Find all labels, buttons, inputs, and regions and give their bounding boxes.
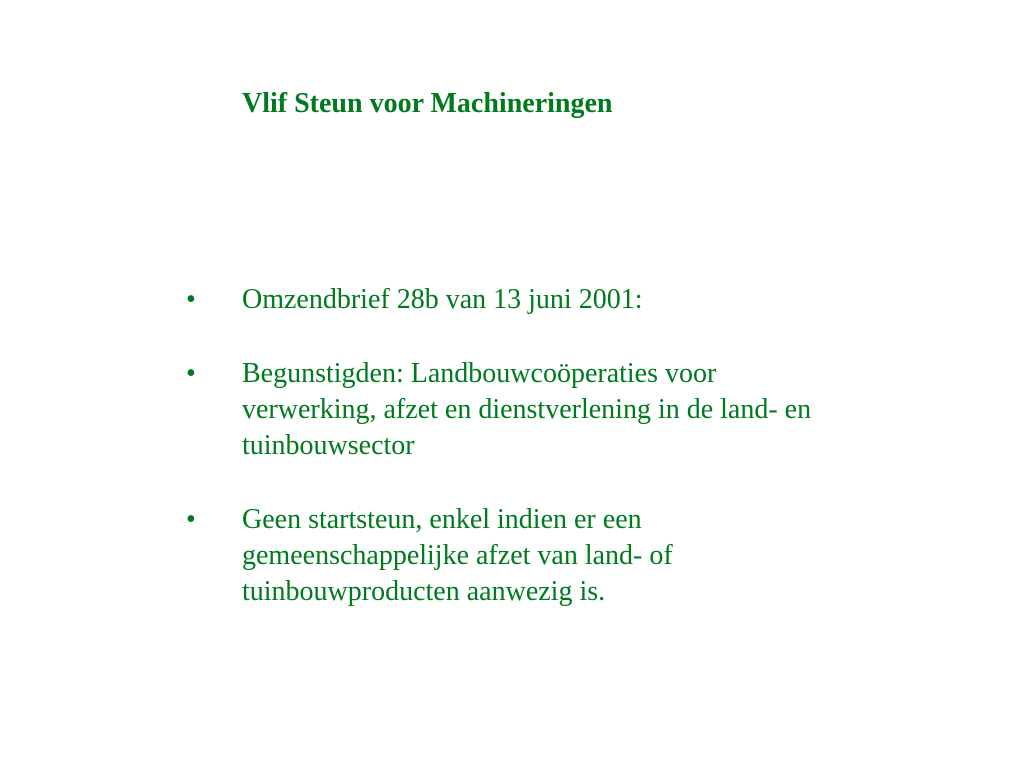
bullet-text: Omzendbrief 28b van 13 juni 2001:	[242, 284, 643, 315]
bullet-list	[186, 282, 846, 648]
bullet-text: Geen startsteun, enkel indien er een gemeenschappelijke afzet van land- of tuinbouwproducten aanwezig is.	[242, 504, 673, 607]
bullet-item	[186, 356, 846, 464]
bullet-marker: •	[186, 358, 196, 389]
bullet-text: Begunstigden: Landbouwcoöperaties voor verwerking, afzet en dienstverlening in de land- en tuinbouwsector	[242, 358, 812, 461]
bullet-marker: •	[186, 504, 196, 535]
slide-title: Vlif Steun voor Machineringen	[242, 88, 613, 119]
bullet-item	[186, 282, 846, 318]
bullet-marker: •	[186, 284, 196, 315]
bullet-item	[186, 502, 846, 610]
